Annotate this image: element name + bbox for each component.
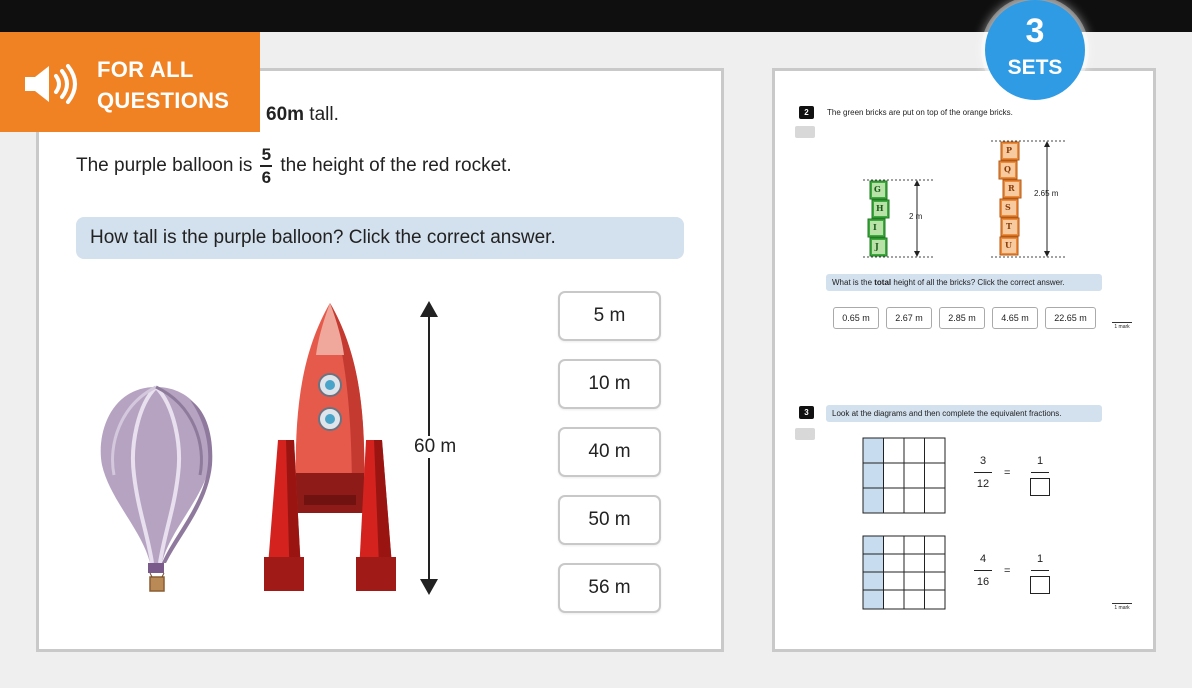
answer-box-2[interactable] (1030, 576, 1050, 594)
answer-button-5[interactable]: 56 m (558, 563, 661, 613)
brick-letter: T (1006, 221, 1012, 231)
mark-label: 1 mark (1112, 322, 1132, 330)
q2-answer-5[interactable]: 22.65 m (1045, 307, 1096, 329)
question-statement: The purple balloon is $\frac{5}{6}$ the height of the red rocket. (76, 145, 512, 187)
question-3-speaker-icon[interactable] (795, 428, 815, 440)
brick-letter: J (875, 241, 879, 251)
answer-button-2[interactable]: 10 m (558, 359, 661, 409)
q2-answer-4[interactable]: 4.65 m (992, 307, 1038, 329)
question-2-number: 2 (799, 106, 814, 119)
fraction-grid-1 (862, 437, 948, 515)
answer-box-1[interactable] (1030, 478, 1050, 496)
brick-letter: S (1005, 202, 1011, 212)
q2-answer-3[interactable]: 2.85 m (939, 307, 985, 329)
fraction-grid-2 (862, 535, 948, 611)
brick-letter: U (1005, 240, 1012, 250)
brick-letter: Q (1004, 164, 1011, 174)
question-2-text: The green bricks are put on top of the orange bricks. (827, 108, 1013, 117)
purple-balloon-image (101, 387, 213, 591)
q2-answer-1[interactable]: 0.65 m (833, 307, 879, 329)
green-height-label: 2 m (909, 212, 923, 221)
fraction-answer-1: 1 (1028, 455, 1052, 496)
red-rocket-image (264, 303, 396, 591)
fraction-answer-2: 1 (1028, 553, 1052, 594)
brick-letter: P (1006, 145, 1013, 155)
question-2-prompt: What is the total height of all the bricks? Click the correct answer. (826, 274, 1102, 291)
bricks-diagram (855, 136, 1095, 262)
question-3-text: Look at the diagrams and then complete the equivalent fractions. (826, 405, 1102, 422)
height-label: 60 m (414, 436, 457, 457)
brick-letter: G (874, 184, 881, 194)
fraction-4-16: 4 16 (971, 553, 995, 588)
sets-badge (985, 0, 1085, 100)
fraction-3-12: 3 12 (971, 455, 995, 490)
orange-bricks (999, 142, 1021, 255)
answer-button-3[interactable]: 40 m (558, 427, 661, 477)
equals-sign: = (1004, 467, 1011, 479)
question-3-number: 3 (799, 406, 814, 419)
question-intro: 60m tall. (266, 104, 339, 125)
orange-height-label: 2.65 m (1034, 189, 1059, 198)
audio-all-questions-button[interactable] (0, 32, 260, 132)
answer-button-4[interactable]: 50 m (558, 495, 661, 545)
q2-answer-2[interactable]: 2.67 m (886, 307, 932, 329)
brick-letter: H (876, 203, 884, 213)
brick-letter: R (1008, 183, 1015, 193)
fraction-five-sixths: $\frac{5}{6}$ (261, 145, 272, 187)
speaker-icon (22, 62, 78, 106)
banner-label: FOR ALL QUESTIONS (97, 57, 230, 113)
mark-label: 1 mark (1112, 603, 1132, 611)
question-prompt: How tall is the purple balloon? Click the correct answer. (76, 217, 684, 259)
answer-button-1[interactable]: 5 m (558, 291, 661, 341)
sets-label: SETS (1007, 56, 1063, 79)
brick-letter: I (873, 222, 877, 232)
equals-sign: = (1004, 565, 1011, 577)
sets-count: 3 (1025, 12, 1045, 50)
question-2-speaker-icon[interactable] (795, 126, 815, 138)
